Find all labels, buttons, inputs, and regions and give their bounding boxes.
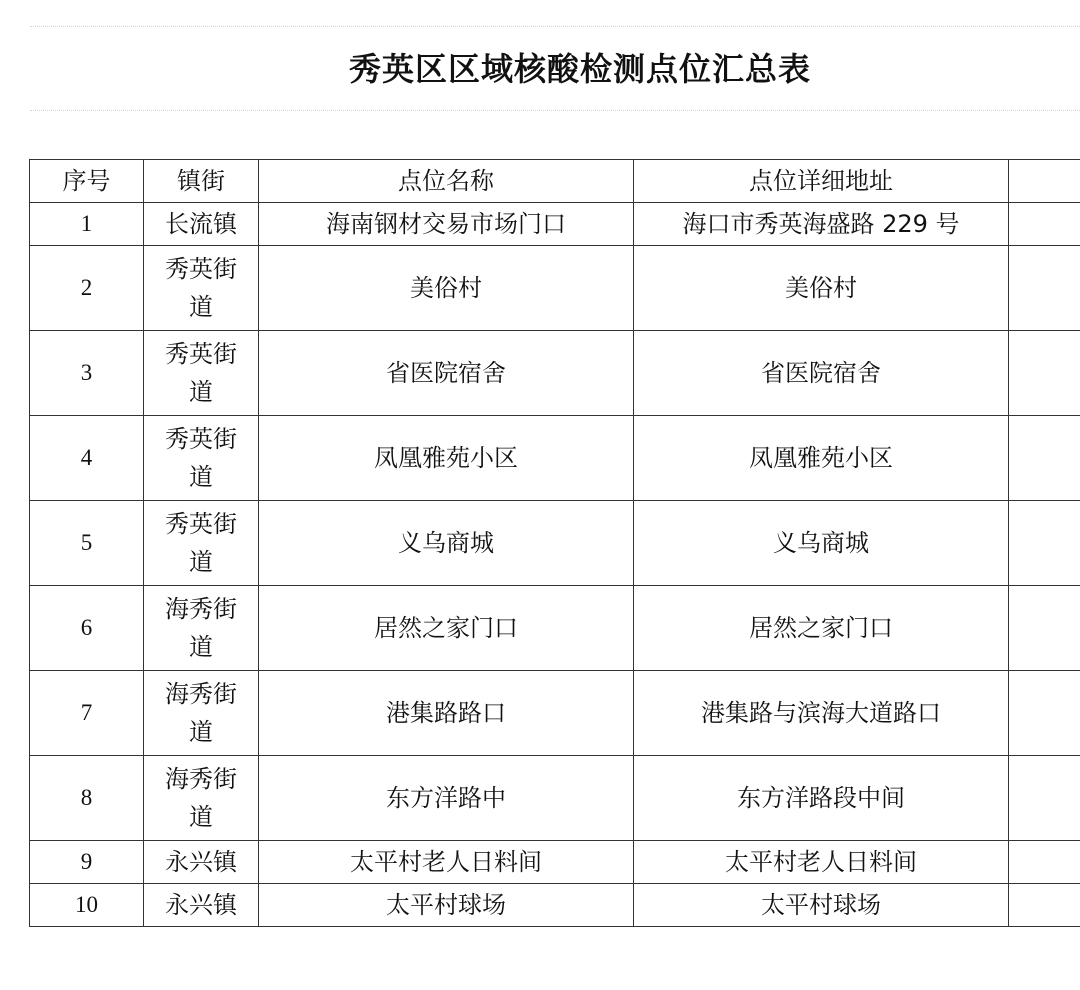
cell-site-name: 省医院宿舍 (259, 331, 634, 416)
cell-site-address: 太平村老人日料间 (634, 841, 1009, 884)
town-text: 海秀街道 (165, 765, 237, 831)
cell-seq: 4 (30, 416, 144, 501)
header-extra (1009, 160, 1080, 203)
town-text: 海秀街道 (165, 595, 237, 661)
cell-extra (1009, 671, 1080, 756)
cell-site-name: 东方洋路中 (259, 756, 634, 841)
top-dotted-rule (30, 26, 1080, 27)
cell-site-address: 义乌商城 (634, 501, 1009, 586)
cell-town (144, 586, 259, 671)
header-site-address: 点位详细地址 (634, 160, 1009, 203)
town-text: 海秀街道 (165, 680, 237, 746)
cell-town (144, 246, 259, 331)
cell-town (144, 501, 259, 586)
cell-extra (1009, 331, 1080, 416)
testing-sites-table (29, 159, 1080, 927)
cell-site-name: 海南钢材交易市场门口 (259, 203, 634, 246)
cell-site-name: 美俗村 (259, 246, 634, 331)
cell-site-address: 居然之家门口 (634, 586, 1009, 671)
table-row (30, 586, 1080, 671)
table-row (30, 246, 1080, 331)
cell-seq: 1 (30, 203, 144, 246)
cell-town: 永兴镇 (144, 884, 259, 927)
cell-extra (1009, 246, 1080, 331)
cell-site-name: 义乌商城 (259, 501, 634, 586)
cell-site-address: 东方洋路段中间 (634, 756, 1009, 841)
table-row (30, 501, 1080, 586)
cell-site-address: 省医院宿舍 (634, 331, 1009, 416)
town-text: 秀英街道 (165, 340, 237, 406)
cell-extra (1009, 586, 1080, 671)
cell-seq: 3 (30, 331, 144, 416)
cell-seq: 5 (30, 501, 144, 586)
cell-extra (1009, 501, 1080, 586)
table-row (30, 884, 1080, 927)
cell-seq: 10 (30, 884, 144, 927)
cell-town (144, 416, 259, 501)
table-row (30, 671, 1080, 756)
cell-site-address: 港集路与滨海大道路口 (634, 671, 1009, 756)
cell-site-name: 港集路路口 (259, 671, 634, 756)
table-row (30, 331, 1080, 416)
cell-extra (1009, 756, 1080, 841)
document-title: 秀英区区域核酸检测点位汇总表 (348, 50, 811, 88)
cell-town (144, 331, 259, 416)
cell-site-address: 海口市秀英海盛路 229 号 (634, 203, 1009, 246)
cell-seq: 6 (30, 586, 144, 671)
cell-site-address: 凤凰雅苑小区 (634, 416, 1009, 501)
town-text: 秀英街道 (165, 255, 237, 321)
cell-site-address: 美俗村 (634, 246, 1009, 331)
cell-town: 永兴镇 (144, 841, 259, 884)
town-text: 秀英街道 (165, 510, 237, 576)
cell-seq: 7 (30, 671, 144, 756)
table-header-row (30, 160, 1080, 203)
cell-extra (1009, 203, 1080, 246)
town-text: 秀英街道 (165, 425, 237, 491)
title-dotted-rule (30, 110, 1080, 111)
cell-extra (1009, 841, 1080, 884)
cell-town (144, 671, 259, 756)
table-row (30, 841, 1080, 884)
cell-town: 长流镇 (144, 203, 259, 246)
cell-site-name: 凤凰雅苑小区 (259, 416, 634, 501)
cell-site-address: 太平村球场 (634, 884, 1009, 927)
header-seq: 序号 (30, 160, 144, 203)
cell-seq: 9 (30, 841, 144, 884)
cell-seq: 2 (30, 246, 144, 331)
cell-site-name: 太平村老人日料间 (259, 841, 634, 884)
header-town: 镇街 (144, 160, 259, 203)
cell-site-name: 太平村球场 (259, 884, 634, 927)
header-site-name: 点位名称 (259, 160, 634, 203)
cell-seq: 8 (30, 756, 144, 841)
cell-extra (1009, 416, 1080, 501)
cell-site-name: 居然之家门口 (259, 586, 634, 671)
table-row (30, 203, 1080, 246)
table-row (30, 416, 1080, 501)
cell-town (144, 756, 259, 841)
table-row (30, 756, 1080, 841)
cell-extra (1009, 884, 1080, 927)
